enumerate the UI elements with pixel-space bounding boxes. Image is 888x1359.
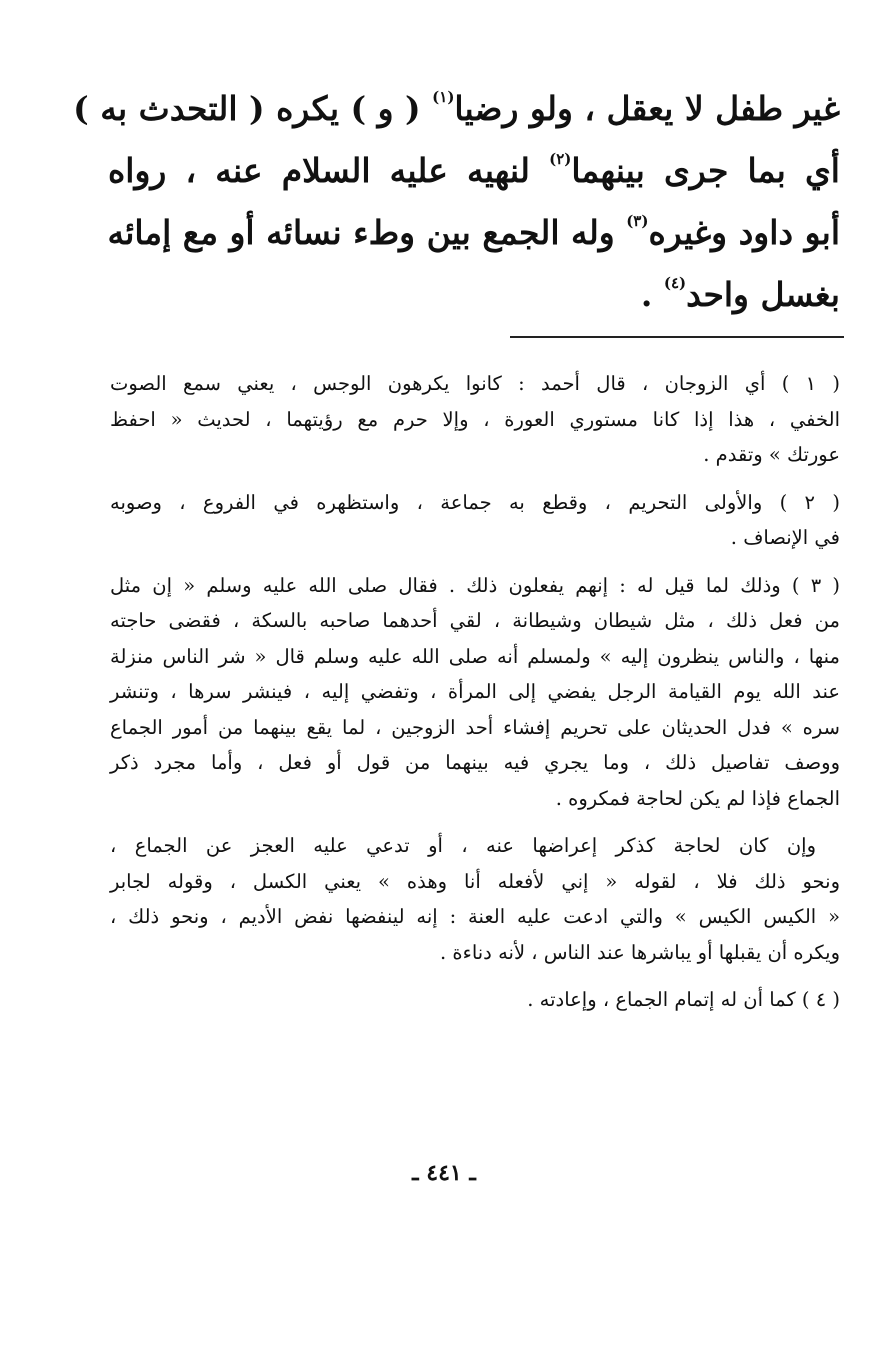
footnote-line: من فعل ذلك ، مثل شيطان وشيطانة ، لقي أحدهما صاحبه بالسكة ، فقضى حاجته (110, 609, 840, 632)
main-text-fragment: لنهيه عليه السلام عنه ، رواه (108, 151, 530, 190)
main-text-line (108, 202, 840, 264)
footnote-line: عند الله يوم القيامة الرجل يفضي إلى المرأة ، وتفضي إليه ، فينشر سرها ، وتنشر (110, 680, 840, 703)
footnote-1 (110, 366, 840, 473)
main-text-fragment: وله الجمع بين وطء نسائه أو مع إمائه (107, 213, 615, 252)
footnote-3-continuation (110, 828, 840, 970)
footnote-line: ( ٢ ) والأولى التحريم ، وقطع به جماعة ، واستظهره في الفروع ، وصوبه (110, 490, 840, 514)
footnote-ref: (٤) (663, 274, 687, 292)
footnote-4 (110, 982, 840, 1018)
footnote-line: ويكره أن يقبلها أو يباشرها عند الناس ، لأنه دناءة . (440, 940, 840, 964)
footnote-ref: (١) (432, 88, 455, 106)
footnote-line: وإن كان لحاجة كذكر إعراضها عنه ، أو تدعي عليه العجز عن الجماع ، (110, 834, 816, 857)
footnote-line: ( ٤ ) كما أن له إتمام الجماع ، وإعادته . (527, 988, 840, 1011)
main-text-fragment: بغسل واحد (686, 275, 840, 314)
main-text-fragment: غير طفل لا يعقل ، ولو رضيا (454, 89, 840, 128)
main-text (73, 78, 840, 326)
footnote-ref: (٣) (626, 212, 649, 230)
main-text-fragment: . (640, 275, 653, 314)
footnote-line: في الإنصاف . (730, 526, 840, 549)
footnote-divider (510, 336, 844, 338)
main-text-line (108, 264, 840, 326)
footnote-ref: (٢) (549, 150, 572, 168)
main-text-line (73, 78, 840, 140)
footnote-line: ( ٣ ) وذلك لما قيل له : إنهم يفعلون ذلك . فقال صلى الله عليه وسلم « إن مثل (110, 573, 840, 597)
main-text-fragment: ( و ) يكره ( التحدث به ) (73, 89, 421, 128)
footnote-2 (110, 485, 840, 556)
page-number: ـ ٤٤١ ـ (412, 1160, 476, 1186)
footnotes (110, 366, 840, 1018)
footnote-line: الخفي ، هذا إذا كانا مستوري العورة ، وإلا حرم مع رؤيتهما ، لحديث « احفظ (110, 407, 840, 431)
main-text-fragment: أي بما جرى بينهما (571, 151, 840, 190)
footnote-line: ونحو ذلك فلا ، لقوله « إني لأفعله أنا وهذه » يعني الكسل ، وقوله لجابر (110, 869, 840, 893)
footnote-line: « الكيس الكيس » والتي ادعت عليه العنة : إنه لينفضها نفض الأديم ، ونحو ذلك ، (110, 905, 840, 928)
main-text-line (108, 140, 840, 202)
footnote-line: الجماع فإذا لم يكن لحاجة فمكروه . (555, 786, 840, 810)
footnote-3 (110, 568, 840, 817)
footnote-line: سره » فدل الحديثان على تحريم إفشاء أحد الزوجين ، لما يقع بينهما من أمور الجماع (110, 715, 840, 739)
footnote-line: منها ، والناس ينظرون إليه » ولمسلم أنه صلى الله عليه وسلم قال « شر الناس منزلة (110, 644, 840, 668)
main-text-fragment: أبو داود وغيره (648, 213, 840, 252)
footnote-line: ووصف تفاصيل ذلك ، وما يجري فيه بينهما من قول أو فعل ، وأما مجرد ذكر (110, 751, 840, 774)
footnote-line: عورتك » وتقدم . (703, 443, 840, 466)
footnote-line: ( ١ ) أي الزوجان ، قال أحمد : كانوا يكرهون الوجس ، يعني سمع الصوت (110, 372, 840, 395)
